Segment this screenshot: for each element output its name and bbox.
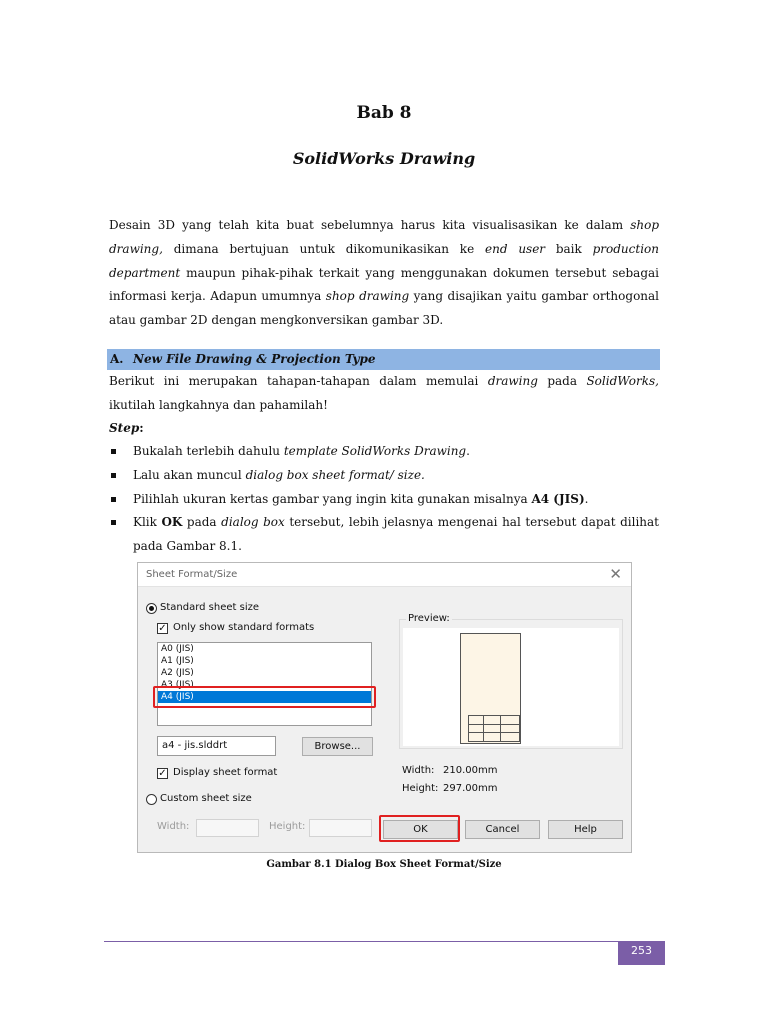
section-heading — [107, 349, 660, 370]
custom-size-radio[interactable] — [146, 794, 157, 805]
preview-label: Preview: — [408, 613, 450, 624]
list-item[interactable]: A1 (JIS) — [161, 656, 194, 666]
standard-size-radio[interactable] — [146, 603, 157, 614]
chapter-title: SolidWorks Drawing — [292, 149, 476, 168]
title-block-divider — [500, 715, 501, 742]
step-label: Step: — [109, 421, 144, 435]
lead-paragraph: Berikut ini merupakan tahapan-tahapan dalam memulai drawing pada SolidWorks, ikutilah langkahnya dan pahamilah! — [109, 374, 659, 412]
list-item: Lalu akan muncul dialog box sheet format/ size. — [109, 464, 659, 488]
display-format-checkbox[interactable]: ✓ — [158, 768, 167, 779]
selection-highlight-box — [153, 686, 376, 708]
title-block-preview — [468, 715, 520, 742]
browse-button[interactable]: Browse... — [302, 737, 373, 756]
list-item[interactable]: A2 (JIS) — [161, 668, 194, 678]
section-letter: A. — [110, 352, 124, 366]
title-block-divider — [483, 715, 484, 742]
preview-height-label: Height: — [402, 783, 439, 794]
dialog-titlebar — [138, 563, 631, 587]
template-file-input[interactable]: a4 - jis.slddrt — [157, 736, 276, 756]
width-label: Width: — [157, 821, 190, 832]
list-item[interactable]: A0 (JIS) — [161, 644, 194, 654]
step-list — [109, 440, 659, 559]
cancel-button[interactable]: Cancel — [465, 820, 540, 839]
chapter-number: Bab 8 — [356, 103, 412, 123]
only-standard-checkbox[interactable]: ✓ — [158, 623, 167, 634]
figure-caption: Gambar 8.1 Dialog Box Sheet Format/Size — [266, 859, 502, 870]
height-label: Height: — [269, 821, 306, 832]
list-item: Pilihlah ukuran kertas gambar yang ingin kita gunakan misalnya A4 (JIS). — [109, 488, 659, 512]
preview-width-value: 210.00mm — [443, 765, 498, 776]
dialog-title: Sheet Format/Size — [146, 569, 238, 580]
display-format-label: Display sheet format — [173, 767, 278, 778]
list-item-selected[interactable]: A4 (JIS) — [158, 691, 371, 703]
list-item[interactable]: A3 (JIS) — [161, 680, 194, 690]
list-item: Bukalah terlebih dahulu template SolidWorks Drawing. — [109, 440, 659, 464]
standard-size-label: Standard sheet size — [160, 602, 260, 613]
close-icon[interactable]: ✕ — [609, 565, 622, 583]
help-button[interactable]: Help — [548, 820, 623, 839]
footer-divider — [104, 941, 618, 942]
preview-width-label: Width: — [402, 765, 435, 776]
sheet-size-list[interactable] — [157, 642, 372, 726]
ok-button[interactable]: OK — [383, 820, 458, 839]
sheet-format-dialog — [137, 562, 632, 853]
width-input[interactable] — [196, 819, 259, 837]
preview-height-value: 297.00mm — [443, 783, 498, 794]
intro-paragraph: Desain 3D yang telah kita buat sebelumnya harus kita visualisasikan ke dalam shop drawing, dimana bertujuan untuk dikomunikasikan ke end user baik production department maupun pihak-pihak terkait yang menggunakan dokumen tersebut sebagai informasi kerja. Adapun umumnya shop drawing yang disajikan yaitu gambar orthogonal atau gambar 2D dengan mengkonversikan gambar 3D. — [109, 218, 660, 328]
ok-highlight-box — [379, 815, 460, 842]
only-standard-label: Only show standard formats — [173, 622, 315, 633]
custom-size-label: Custom sheet size — [160, 793, 252, 804]
list-item: Klik OK pada dialog box tersebut, lebih jelasnya mengenai hal tersebut dapat dilihat pada Gambar 8.1. — [109, 511, 659, 559]
page-number: 253 — [618, 941, 665, 965]
height-input[interactable] — [309, 819, 372, 837]
section-title: New File Drawing & Projection Type — [133, 352, 376, 366]
